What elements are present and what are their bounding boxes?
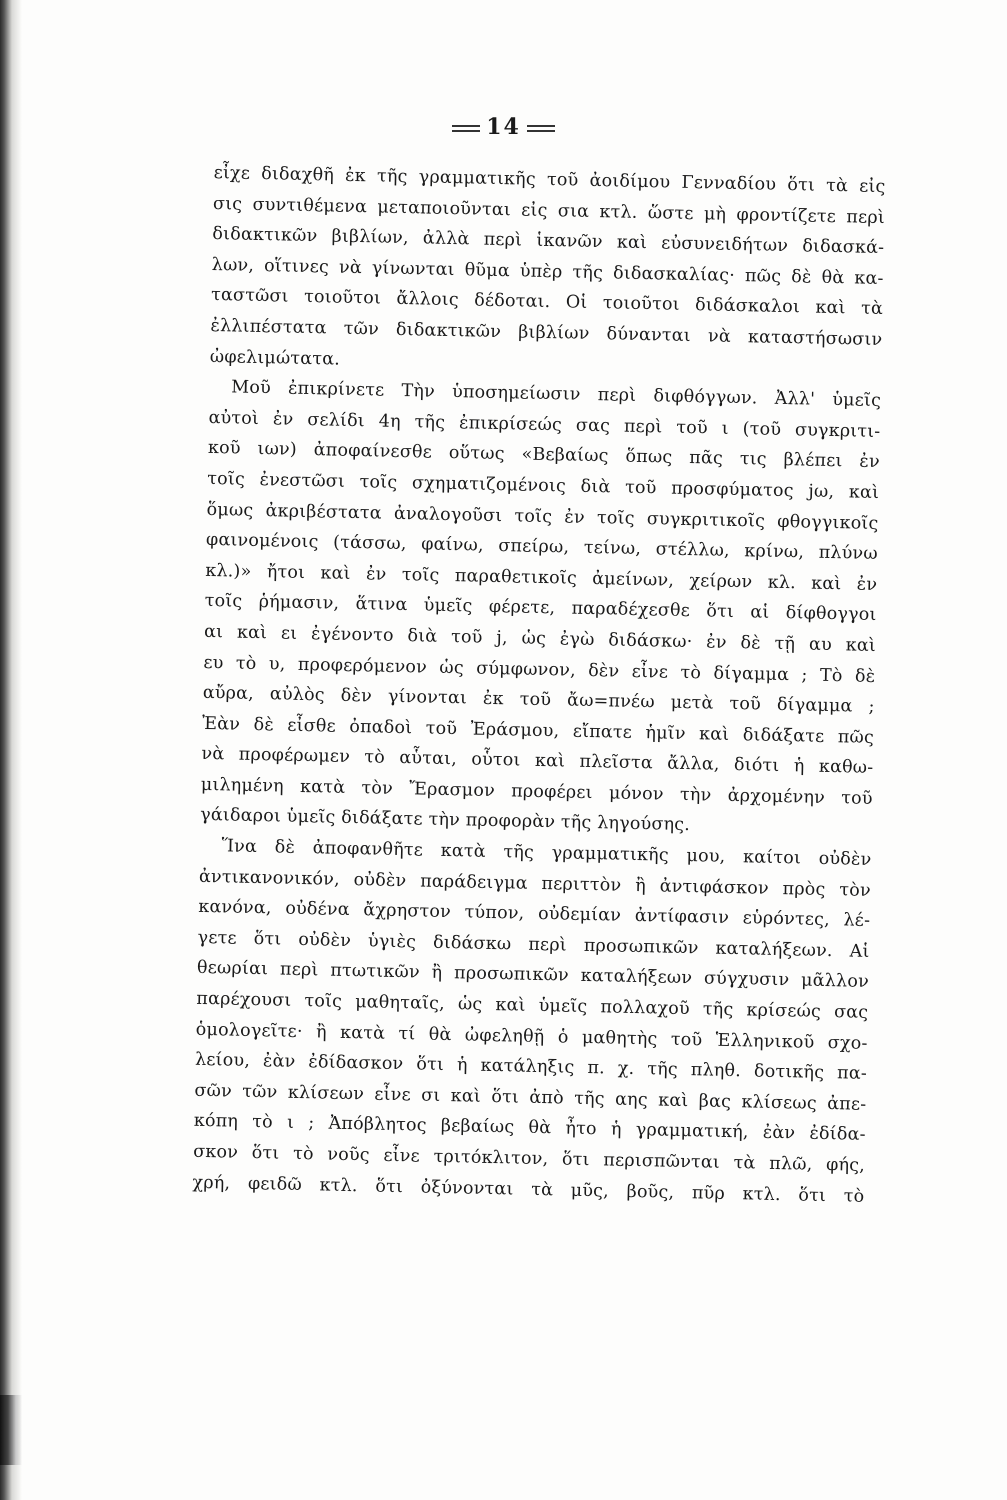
text-line: χρή, φειδῶ κτλ. ὅτι ὀξύνονται τὰ μῦς, βοῦς, πῦρ κτλ. ὅτι τὸ [192,1172,865,1207]
text-line: ὅμως ἀκριβέστατα ἀναλογοῦσι τοῖς ἐν τοῖς συγκριτικοῖς φθογγικοῖς [206,499,879,534]
text-line: λείου, ἐὰν ἐδίδασκον ὅτι ἡ κατάληξις π. χ. τῆς πληθ. δοτικῆς πα- [194,1050,868,1085]
page-number: 14 [486,114,521,140]
text-line: τοῖς ῥήμασιν, ἅτινα ὑμεῖς φέρετε, παραδέχεσθε ὅτι αἱ δίφθογγοι [204,591,877,626]
text-line: κανόνα, οὐδένα ἄχρηστον τύπον, οὐδεμίαν ἀντίφασιν εὑρόντες, λέ- [198,897,871,932]
text-line: νὰ προφέρωμεν τὸ αὗται, οὗτοι καὶ πλεῖστα ἄλλα, διότι ἡ καθω- [201,744,874,779]
text-line: λων, οἵτινες νὰ γίνωνται θῦμα ὑπὲρ τῆς διδασκαλίας· πῶς δὲ θὰ κα- [211,254,884,289]
text-line: παρέχουσι τοῖς μαθηταῖς, ὡς καὶ ὑμεῖς πολλαχοῦ τῆς κρίσεώς σας [196,988,869,1023]
text-line: διδακτικῶν βιβλίων, ἀλλὰ περὶ ἱκανῶν καὶ εὐσυνειδήτων διδασκά- [212,224,885,259]
text-line: γάιδαροι ὑμεῖς διδάξατε τὴν προφορὰν τῆς ληγούσης. [200,805,691,836]
text-line: σῶν τῶν κλίσεων εἶνε σι καὶ ὅτι ἀπὸ τῆς αης καὶ βας κλίσεως ἀπε- [194,1080,867,1115]
text-line: εἶχε διδαχθῆ ἐκ τῆς γραμματικῆς τοῦ ἀοιδίμου Γενναδίου ὅτι τὰ εἰς [213,162,886,198]
text-line: κοῦ ιων) ἀποφαίνεσθε οὕτως «Βεβαίως ὅπως πᾶς τις βλέπει ἐν [207,438,880,473]
text-line: Ἵνα δὲ ἀποφανθῆτε κατὰ τῆς γραμματικῆς μου, καίτοι οὐδὲν [221,836,872,870]
text-line: σκον ὅτι τὸ νοῦς εἶνε τριτόκλιτον, ὅτι περισπῶνται τὰ πλῶ, φής, [192,1141,866,1176]
text-line: σις συντιθέμενα μεταποιοῦνται εἰς σια κτλ. ὥστε μὴ φροντίζετε περὶ [212,193,886,228]
text-line: ταστῶσι τοιοῦτοι ἄλλοις δέδοται. Οἱ τοιοῦτοι διδάσκαλοι καὶ τὰ [210,285,884,320]
right-rule [527,125,555,132]
text-line: ἐλλιπέστατα τῶν διδακτικῶν βιβλίων δύνανται νὰ καταστήσωσιν [210,315,883,351]
text-line: ευ τὸ υ, προφερόμενον ὡς σύμφωνον, δὲν εἶνε τὸ δίγαμμα ; Τὸ δὲ [203,652,876,687]
left-rule [452,125,480,132]
text-line: αι καὶ ει ἐγένοντο διὰ τοῦ j, ὡς ἐγὼ διδάσκω· ἐν δὲ τῇ αυ καὶ [203,621,877,656]
text-line: φαινομένοις (τάσσω, φαίνω, σπείρω, τείνω, στέλλω, κρίνω, πλύνω [205,530,879,565]
text-line: αὔρα, αὐλὸς δὲν γίνονται ἐκ τοῦ ἄω=πνέω μετὰ τοῦ δίγαμμα ; [202,682,875,718]
text-line: κόπη τὸ ι ; Ἀπόβλητος βεβαίως θὰ ἦτο ἡ γραμματική, ἐὰν ἐδίδα- [193,1111,866,1146]
page-clip-shadow [0,1395,22,1465]
text-line: Ἐὰν δὲ εἶσθε ὀπαδοὶ τοῦ Ἐράσμου, εἴπατε ἡμῖν καὶ διδάξατε πῶς [201,713,875,748]
text-line: αὐτοὶ ἐν σελίδι 4η τῆς ἐπικρίσεώς σας περὶ τοῦ ι (τοῦ συγκριτι- [208,407,881,442]
body-text [192,158,886,1212]
text-line: κλ.)» ἤτοι καὶ ἐν τοῖς παραθετικοῖς ἀμείνων, χείρων κλ. καὶ ἐν [205,560,878,595]
binding-edge [0,0,22,1500]
text-line: ὁμολογεῖτε· ἢ κατὰ τί θὰ ὠφεληθῇ ὁ μαθητὴς τοῦ Ἑλληνικοῦ σχο- [195,1019,868,1054]
text-line: ἀντικανονικόν, οὐδὲν παράδειγμα περιττὸν ἢ ἀντιφάσκον πρὸς τὸν [198,866,872,901]
text-line: Μοῦ ἐπικρίνετε Τὴν ὑποσημείωσιν περὶ διφθόγγων. Ἀλλ' ὑμεῖς [230,377,882,412]
text-line: τοῖς ἐνεστῶσι τοῖς σχηματιζομένοις διὰ τοῦ προσφύματος jω, καὶ [207,468,880,503]
text-line: γετε ὅτι οὐδὲν ὑγιὲς διδάσκω περὶ προσωπικῶν καταλήξεων. Αἱ [197,927,870,962]
text-line: ὠφελιμώτατα. [209,346,341,370]
text-line: θεωρίαι περὶ πτωτικῶν ἢ προσωπικῶν καταλήξεων σύγχυσιν μᾶλλον [196,958,870,993]
text-line: μιλημένη κατὰ τὸν Ἔρασμον προφέρει μόνον τὴν ἀρχομένην τοῦ [200,774,873,809]
page-number-header [0,114,1007,140]
